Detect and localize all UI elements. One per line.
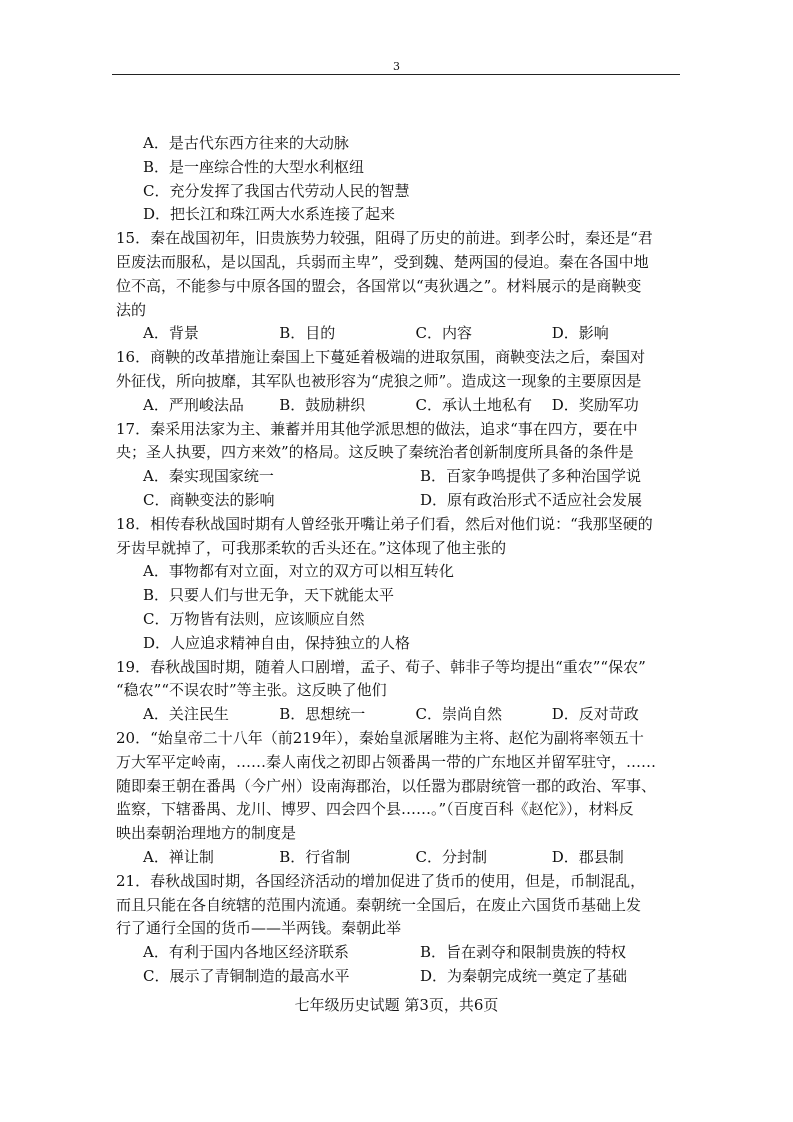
question-19 <box>116 656 688 727</box>
q19-options <box>116 703 688 727</box>
q17-option-c: C．商鞅变法的影响 <box>143 490 275 509</box>
question-16 <box>116 346 688 417</box>
q16-option-d: D．奖励军功 <box>551 395 639 414</box>
q15-stem-line: 位不高，不能参与中原各国的盟会，各国常以“夷狄遇之”。材料展示的是商鞅变 <box>116 276 642 295</box>
q20-option-b: B．行省制 <box>279 847 351 866</box>
q20-stem-line: 监察，下辖番禺、龙川、博罗、四会四个县……。”（百度百科《赵佗》），材料反 <box>116 800 634 819</box>
q20-stem-line: 万大军平定岭南，……秦人南伐之初即占领番禺一带的广东地区并留军驻守，…… <box>116 752 657 771</box>
q20-stem-line: 随即秦王朝在番禺（今广州）设南海郡治，以任嚣为郡尉统管一郡的政治、军事、 <box>116 776 657 795</box>
question-content <box>116 132 688 989</box>
q15-option-d: D．影响 <box>551 324 609 343</box>
q16-option-c: C．承认土地私有 <box>415 395 532 414</box>
page-number: 3 <box>393 60 400 73</box>
q18-option-b: B．只要人们与世无争，天下就能太平 <box>143 586 395 605</box>
q16-stem-line: 外征伐，所向披靡，其军队也被形容为“虎狼之师”。造成这一现象的主要原因是 <box>116 371 642 390</box>
q19-option-b: B．思想统一 <box>279 705 366 724</box>
q21-options-row-2 <box>116 965 688 989</box>
q14-option-d: D．把长江和珠江两大水系连接了起来 <box>143 205 396 224</box>
q18-stem-line: 牙齿早就掉了，可我那柔软的舌头还在。”这体现了他主张的 <box>116 538 507 557</box>
question-21 <box>116 870 688 989</box>
q16-options <box>116 394 688 418</box>
question-20 <box>116 727 688 870</box>
q20-option-a: A．禅让制 <box>143 847 214 866</box>
question-15 <box>116 227 688 346</box>
q17-option-a: A．秦实现国家统一 <box>143 467 274 486</box>
question-17 <box>116 418 688 513</box>
q20-stem-line: 映出秦朝治理地方的制度是 <box>116 824 297 843</box>
q21-option-b: B．旨在剥夺和限制贵族的特权 <box>420 943 627 962</box>
q17-option-d: D．原有政治形式不适应社会发展 <box>420 490 643 509</box>
q21-stem-line: 21．春秋战国时期，各国经济活动的增加促进了货币的使用，但是，币制混乱， <box>116 871 646 890</box>
q18-option-d: D．人应追求精神自由，保持独立的人格 <box>143 633 411 652</box>
q21-option-a: A．有利于国内各地区经济联系 <box>143 943 349 962</box>
q19-option-a: A．关注民生 <box>143 705 229 724</box>
q17-option-b: B．百家争鸣提供了多种治国学说 <box>420 467 642 486</box>
q18-option-a: A．事物都有对立面，对立的双方可以相互转化 <box>143 562 454 581</box>
q20-stem-line: 20．“始皇帝二十八年（前219年），秦始皇派屠睢为主将、赵佗为副将率领五十 <box>116 728 644 747</box>
q15-option-b: B．目的 <box>279 324 336 343</box>
q18-stem-line: 18．相传春秋战国时期有人曾经张开嘴让弟子们看，然后对他们说：“我那坚硬的 <box>116 514 653 533</box>
q15-option-c: C．内容 <box>415 324 472 343</box>
q17-stem-line: 央；圣人执要，四方来效”的格局。这反映了秦统治者创新制度所具备的条件是 <box>116 443 634 462</box>
q17-stem-line: 17．秦采用法家为主、兼蓄并用其他学派思想的做法，追求“事在四方，要在中 <box>116 419 638 438</box>
q20-options <box>116 846 688 870</box>
q15-options <box>116 322 688 346</box>
q14-options <box>116 132 688 227</box>
q14-option-a: A．是古代东西方往来的大动脉 <box>143 134 349 152</box>
q17-options-row-1 <box>116 465 688 489</box>
q21-option-c: C．展示了青铜制造的最高水平 <box>143 966 350 985</box>
q19-stem-line: “稳农”“不误农时”等主张。这反映了他们 <box>116 681 387 700</box>
q16-option-b: B．鼓励耕织 <box>279 395 366 414</box>
q18-option-c: C．万物皆有法则，应该顺应自然 <box>143 609 365 628</box>
q16-option-a: A．严刑峻法品 <box>143 395 244 414</box>
q21-stem-line: 而且只能在各自统辖的范围内流通。秦朝统一全国后，在废止六国货币基础上发 <box>116 895 642 914</box>
q19-option-c: C．崇尚自然 <box>415 705 502 724</box>
q21-stem-line: 行了通行全国的货币——半两钱。秦朝此举 <box>116 919 402 938</box>
q15-stem-line: 法的 <box>116 300 147 319</box>
page-footer: 七年级历史试题 第3页，共6页 <box>294 996 499 1014</box>
q16-stem-line: 16．商鞅的改革措施让秦国上下蔓延着极端的进取氛围，商鞅变法之后，秦国对 <box>116 348 646 367</box>
q19-option-d: D．反对苛政 <box>551 705 639 724</box>
q15-stem-line: 臣废法而服私，是以国乱，兵弱而主卑”，受到魏、楚两国的侵迫。秦在各国中地 <box>116 252 649 271</box>
q15-option-a: A．背景 <box>143 324 199 343</box>
q21-options-row-1 <box>116 941 688 965</box>
q14-option-b: B．是一座综合性的大型水利枢纽 <box>143 157 365 176</box>
q14-option-c: C．充分发挥了我国古代劳动人民的智慧 <box>143 181 410 200</box>
header-rule <box>112 74 680 75</box>
q15-stem-line: 15．秦在战国初年，旧贵族势力较强，阻碍了历史的前进。到孝公时，秦还是“君 <box>116 229 653 248</box>
q21-option-d: D．为秦朝完成统一奠定了基础 <box>420 966 628 985</box>
q19-stem-line: 19．春秋战国时期，随着人口剧增，孟子、荀子、韩非子等均提出“重农”“保农” <box>116 657 646 676</box>
q17-options-row-2 <box>116 489 688 513</box>
q20-option-c: C．分封制 <box>415 847 487 866</box>
q20-option-d: D．郡县制 <box>551 847 624 866</box>
question-18 <box>116 513 688 656</box>
